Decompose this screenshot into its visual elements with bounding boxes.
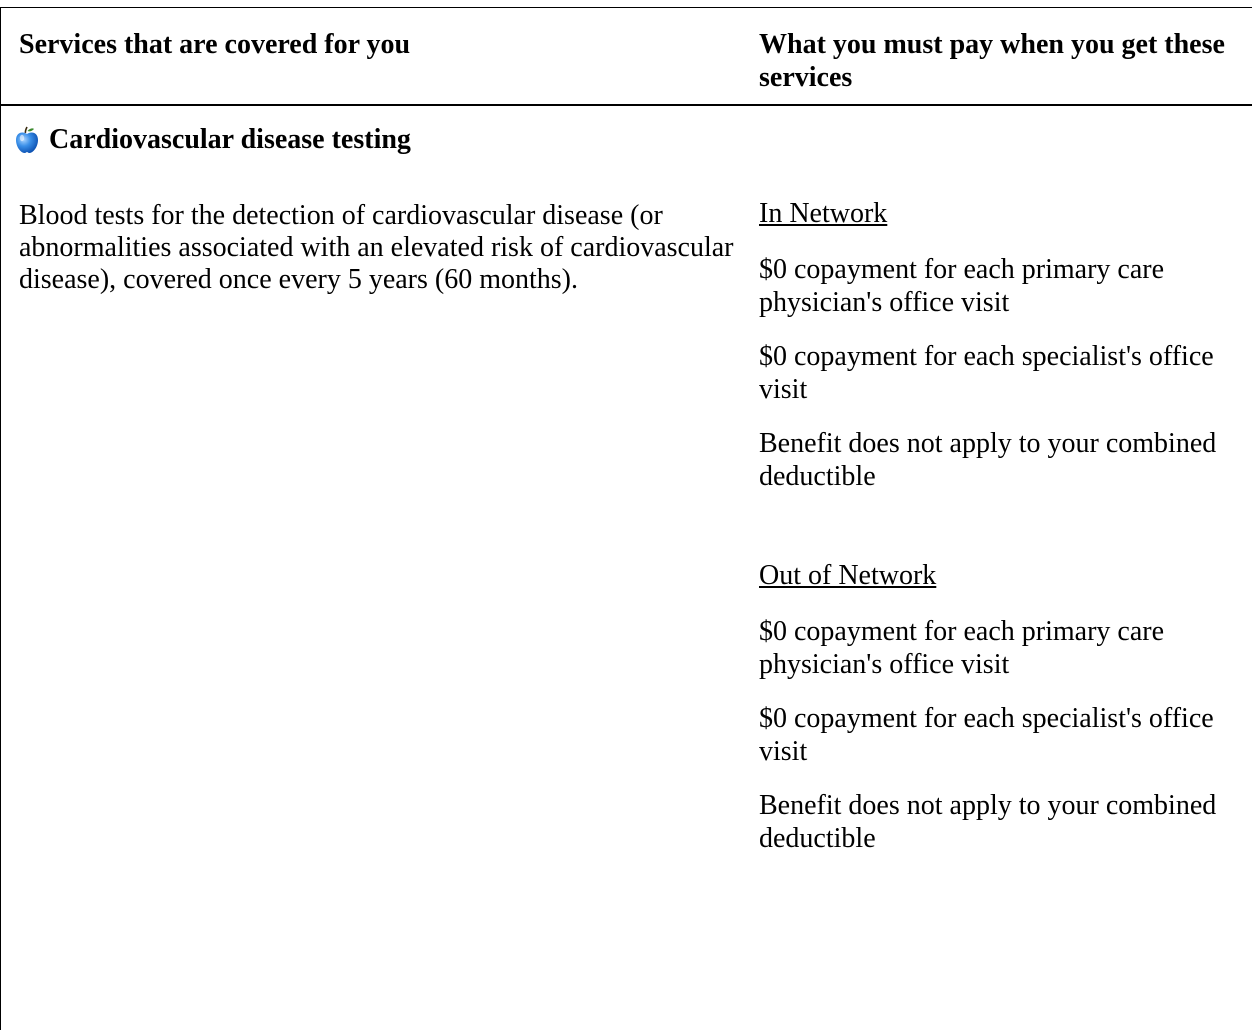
in-network-pcp-copay: $0 copayment for each primary care physician's office visit	[759, 254, 1165, 318]
out-of-network-heading: Out of Network	[759, 560, 937, 591]
network-spacer	[759, 514, 1239, 559]
table-left-border	[0, 7, 1, 1030]
column-header-services: Services that are covered for you	[19, 29, 411, 60]
in-network-heading: In Network	[759, 198, 888, 229]
section-title-text: Cardiovascular disease testing	[49, 124, 411, 155]
out-of-network-pcp-copay: $0 copayment for each primary care physician's office visit	[759, 616, 1165, 680]
column-header-payment: What you must pay when you get these services	[759, 29, 1225, 93]
out-of-network-deductible-note: Benefit does not apply to your combined deductible	[759, 790, 1217, 854]
service-section-title	[13, 123, 411, 156]
payment-details	[759, 197, 1239, 876]
table-top-border	[0, 7, 1252, 8]
apple-icon	[13, 125, 41, 155]
header-divider	[0, 104, 1252, 106]
service-description: Blood tests for the detection of cardiovascular disease (or abnormalities associated with an elevated risk of cardiovascular disease), covered once every 5 years (60 months).	[19, 200, 734, 295]
out-of-network-specialist-copay: $0 copayment for each specialist's office visit	[759, 703, 1214, 767]
in-network-deductible-note: Benefit does not apply to your combined deductible	[759, 428, 1217, 492]
in-network-specialist-copay: $0 copayment for each specialist's office visit	[759, 341, 1214, 405]
